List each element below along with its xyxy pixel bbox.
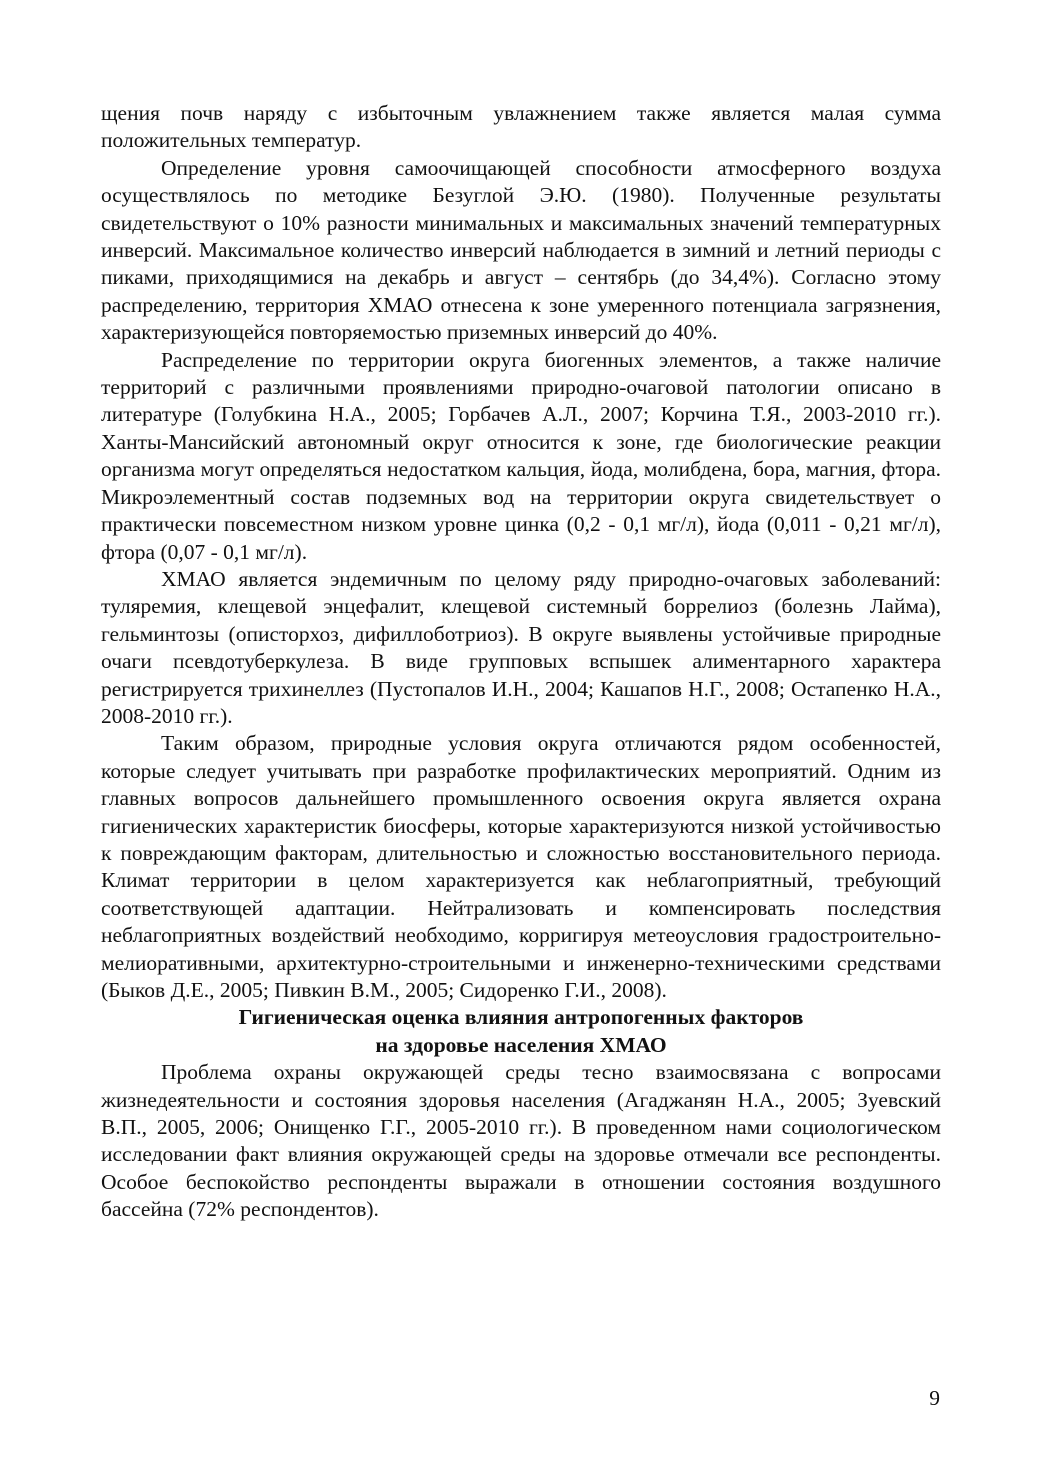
paragraph-environment-health: Проблема охраны окружающей среды тесно взаимосвязана с вопросами жизнедеятельности и состояния здоровья населения (Агаджанян Н.А., 2005; Зуевский В.П., 2005, 2006; Онищенко Г.Г., 2005-2010 гг.). В проведенном нами социологическом исследовании факт влияния окружающей среды на здоровье отмечали все респонденты. Особое беспокойство респонденты выражали в отношении состояния воздушного бассейна (72% респондентов). (101, 1060, 941, 1222)
paragraph-biogenic-elements: Распределение по территории округа биогенных элементов, а также наличие территорий с различными проявлениями природно-очаговой патологии описано в литературе (Голубкина Н.А., 2005; Горбачев А.Л., 2007; Корчина Т.Я., 2003-2010 гг.). Ханты-Мансийский автономный округ относится к зоне, где биологические реакции организма могут определяться недостатком кальция, йода, молибдена, бора, магния, фтора. Микроэлементный состав подземных вод на территории округа свидетельствует о практически повсеместном низком уровне цинка (0,2 - 0,1 мг/л), йода (0,011 - 0,21 мг/л), фтора (0,07 - 0,1 мг/л). (101, 347, 941, 564)
page-number: 9 (929, 1386, 940, 1410)
section-heading-line-2: на здоровье населения ХМАО (375, 1032, 667, 1057)
section-heading-line-1: Гигиеническая оценка влияния антропогенных факторов (238, 1005, 804, 1030)
paragraph-continuation: щения почв наряду с избыточным увлажнением также является малая сумма положительных температур. (101, 101, 941, 153)
paragraph-air-self-cleaning: Определение уровня самоочищающей способности атмосферного воздуха осуществлялось по методике Безуглой Э.Ю. (1980). Полученные результаты свидетельствуют о 10% разности минимальных и максимальных значений температурных инверсий. Максимальное количество инверсий наблюдается в зимний и летний периоды с пиками, приходящимися на декабрь и август – сентябрь (до 34,4%). Согласно этому распределению, территория ХМАО отнесена к зоне умеренного потенциала загрязнения, характеризующейся повторяемостью приземных инверсий до 40%. (101, 155, 941, 345)
document-page (101, 100, 941, 1224)
paragraph-endemic-diseases: ХМАО является эндемичным по целому ряду природно-очаговых заболеваний: туляремия, клещевой энцефалит, клещевой системный боррелиоз (болезнь Лайма), гельминтозы (описторхоз, дифиллоботриоз). В округе выявлены устойчивые природные очаги псевдотуберкулеза. В виде групповых вспышек алиментарного характера регистрируется трихинеллез (Пустопалов И.Н., 2004; Кашапов Н.Г., 2008; Остапенко Н.А., 2008-2010 гг.). (101, 566, 941, 728)
paragraph-conclusion: Таким образом, природные условия округа отличаются рядом особенностей, которые следует учитывать при разработке профилактических мероприятий. Одним из главных вопросов дальнейшего промышленного освоения округа является охрана гигиенических характеристик биосферы, которые характеризуются низкой устойчивостью к повреждающим факторам, длительностью и сложностью восстановительного периода. Климат территории в целом характеризуется как неблагоприятный, требующий соответствующей адаптации. Нейтрализовать и компенсировать последствия неблагоприятных воздействий необходимо, корригируя метеоусловия градостроительно-мелиоративными, архитектурно-строительными и инженерно-техническими средствами (Быков Д.Е., 2005; Пивкин В.М., 2005; Сидоренко Г.И., 2008). (101, 731, 941, 1002)
